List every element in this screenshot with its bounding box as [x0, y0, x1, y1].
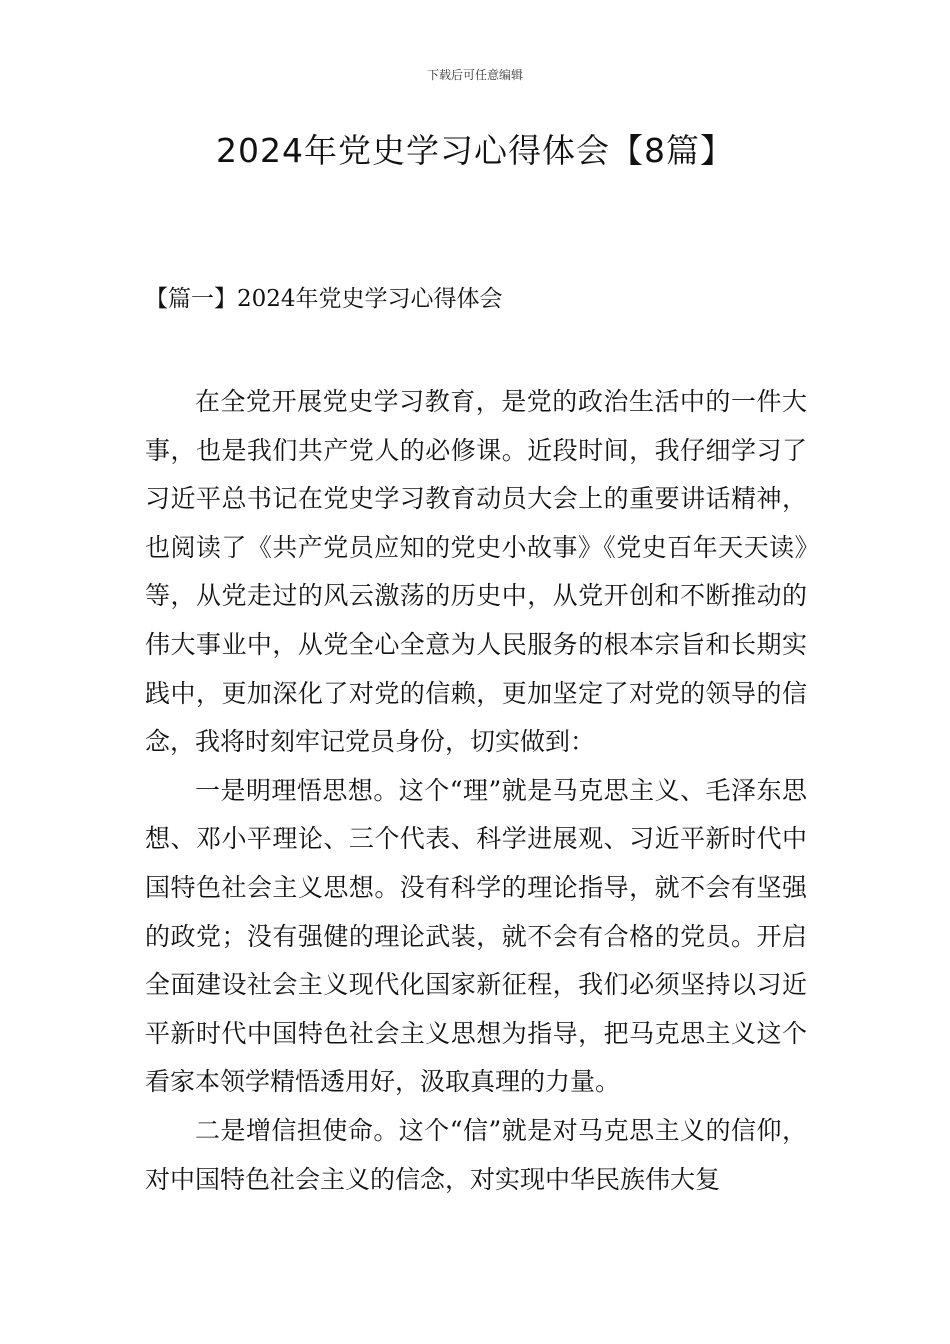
section-heading: 【篇一】2024年党史学习心得体会	[145, 286, 503, 312]
paragraph-point-two: 二是增信担使命。这个“信”就是对马克思主义的信仰，对中国特色社会主义的信念，对实现中华民族伟大复	[145, 1115, 807, 1194]
body-text	[145, 378, 807, 1204]
document-title: 2024年党史学习心得体会【8篇】	[216, 131, 734, 170]
paragraph-intro: 在全党开展党史学习教育，是党的政治生活中的一件大事，也是我们共产党人的必修课。近段时间，我仔细学习了习近平总书记在党史学习教育动员大会上的重要讲话精神，也阅读了《共产党员应知的党史小故事》《党史百年天天读》等，从党走过的风云激荡的历史中，从党开创和不断推动的伟大事业中，从党全心全意为人民服务的根本宗旨和长期实践中，更加深化了对党的信赖，更加坚定了对党的领导的信念，我将时刻牢记党员身份，切实做到：	[145, 387, 807, 757]
header-note: 下载后可任意编辑	[426, 68, 523, 82]
paragraph-point-one: 一是明理悟思想。这个“理”就是马克思主义、毛泽东思想、邓小平理论、三个代表、科学进展观、习近平新时代中国特色社会主义思想。没有科学的理论指导，就不会有坚强的政党；没有强健的理论武装，就不会有合格的党员。开启全面建设社会主义现代化国家新征程，我们必须坚持以习近平新时代中国特色社会主义思想为指导，把马克思主义这个看家本领学精悟透用好，汲取真理的力量。	[145, 775, 807, 1097]
